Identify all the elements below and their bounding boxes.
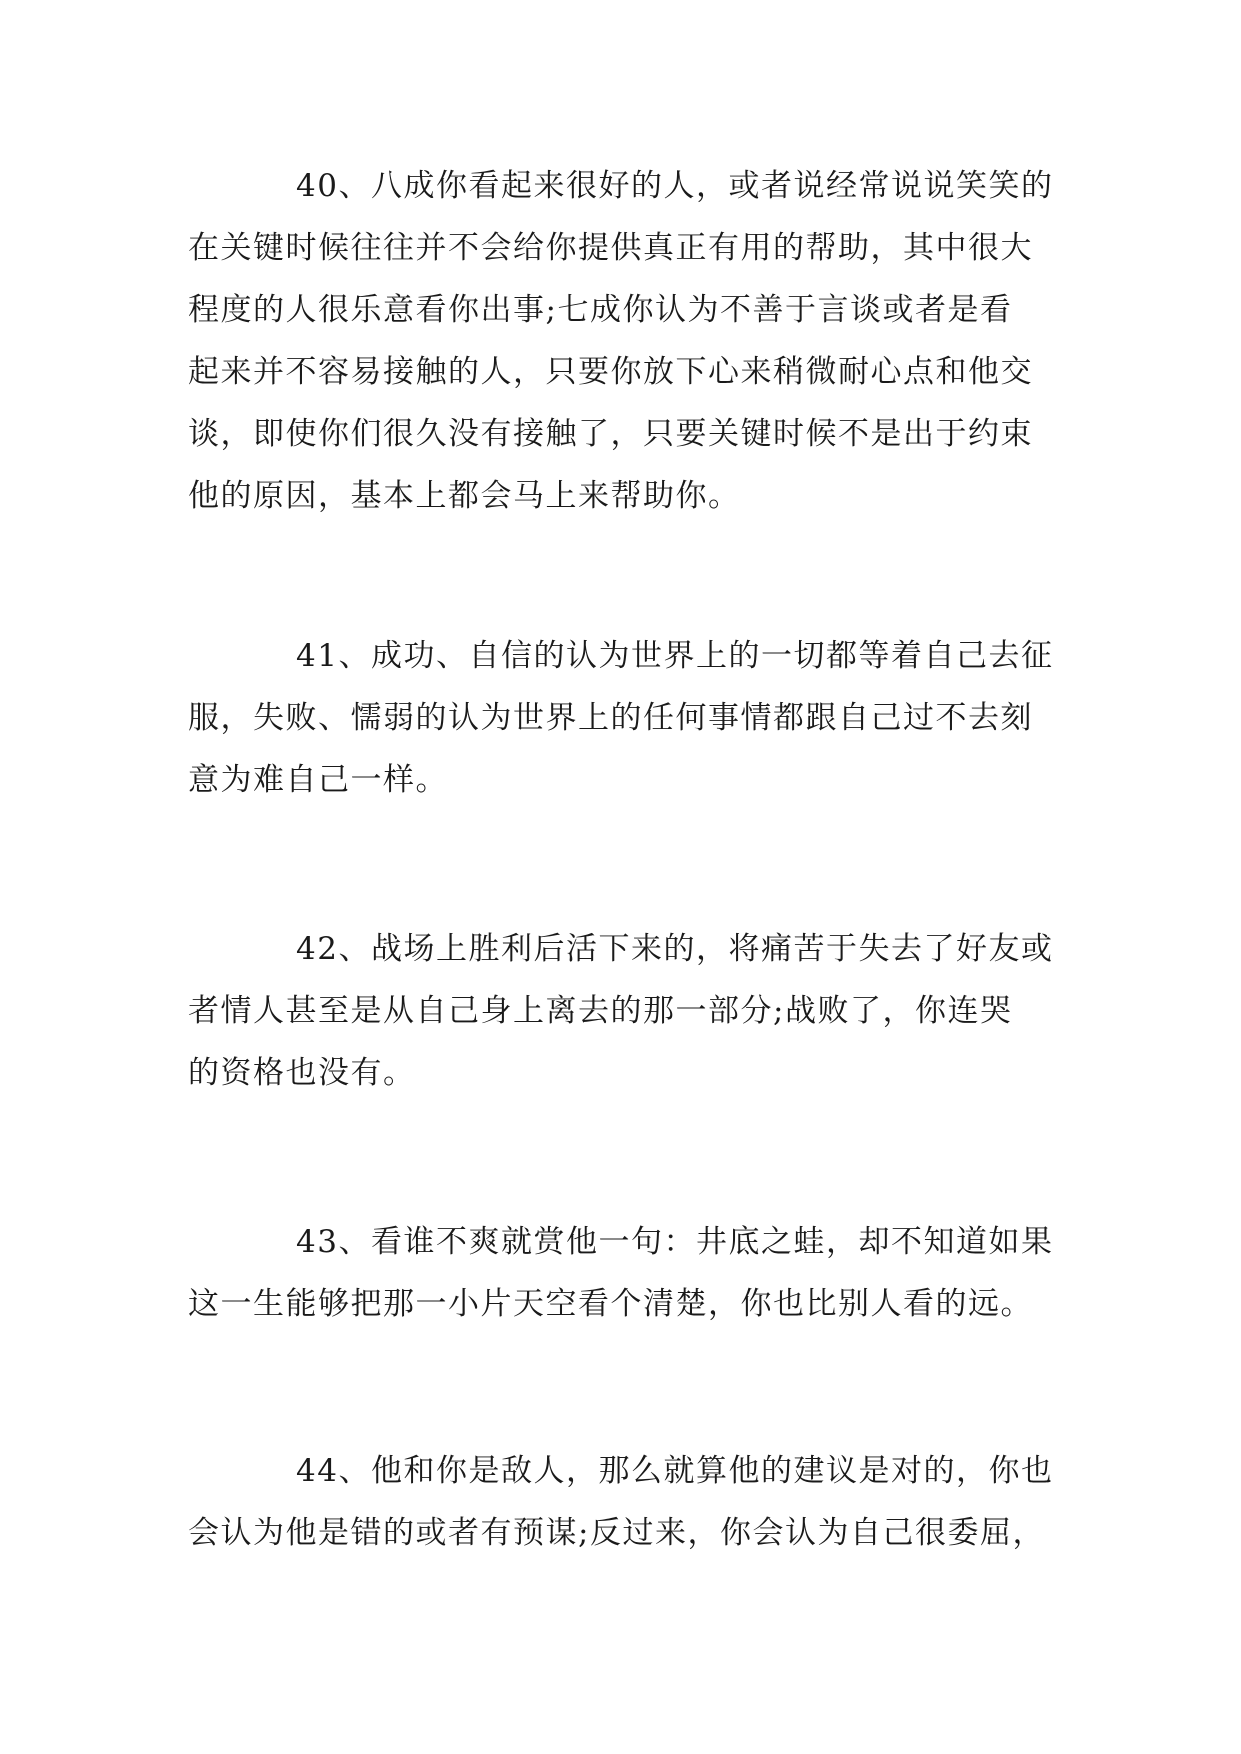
- paragraph-43: [188, 1211, 1060, 1335]
- paragraph-line: 起来并不容易接触的人，只要你放下心来稍微耐心点和他交: [188, 354, 1033, 390]
- paragraph-line: 44、他和你是敌人，那么就算他的建议是对的，你也: [296, 1453, 1054, 1489]
- paragraph-line: 43、看谁不爽就赏他一句：井底之蛙，却不知道如果: [296, 1224, 1054, 1260]
- paragraph-44: [188, 1440, 1060, 1564]
- paragraph-line: 40、八成你看起来很好的人，或者说经常说说笑笑的: [296, 168, 1054, 204]
- paragraph-42: [188, 918, 1060, 1104]
- paragraph-line: 的资格也没有。: [188, 1055, 416, 1091]
- paragraph-line: 41、成功、自信的认为世界上的一切都等着自己去征: [296, 638, 1054, 674]
- paragraph-line: 42、战场上胜利后活下来的，将痛苦于失去了好友或: [296, 931, 1054, 967]
- paragraph-line: 他的原因，基本上都会马上来帮助你。: [188, 478, 741, 514]
- paragraph-line: 在关键时候往往并不会给你提供真正有用的帮助，其中很大: [188, 230, 1033, 266]
- paragraph-line: 谈，即使你们很久没有接触了，只要关键时候不是出于约束: [188, 416, 1033, 452]
- paragraph-40: [188, 155, 1060, 527]
- paragraph-line: 意为难自己一样。: [188, 762, 448, 798]
- paragraph-line: 会认为他是错的或者有预谋;反过来，你会认为自己很委屈，: [188, 1515, 1045, 1551]
- paragraph-line: 程度的人很乐意看你出事;七成你认为不善于言谈或者是看: [188, 292, 1013, 328]
- paragraph-line: 者情人甚至是从自己身上离去的那一部分;战败了，你连哭: [188, 993, 1013, 1029]
- paragraph-line: 服，失败、懦弱的认为世界上的任何事情都跟自己过不去刻: [188, 700, 1033, 736]
- paragraph-line: 这一生能够把那一小片天空看个清楚，你也比别人看的远。: [188, 1286, 1033, 1322]
- paragraph-41: [188, 625, 1060, 811]
